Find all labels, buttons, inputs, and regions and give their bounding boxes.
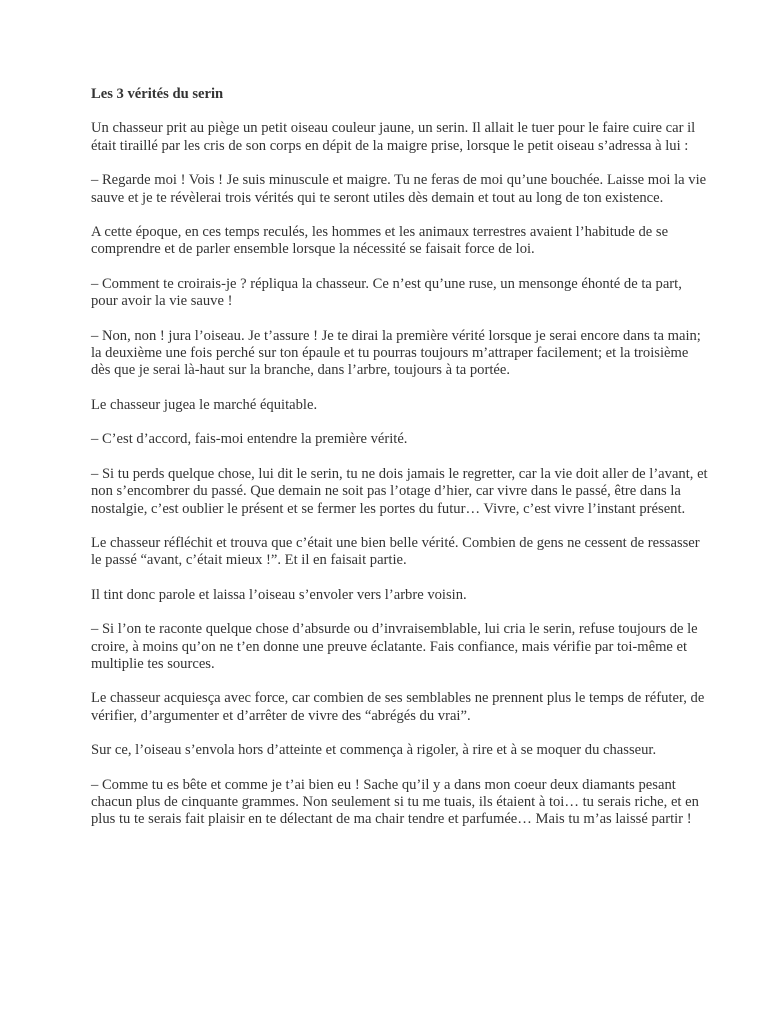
paragraph: – C’est d’accord, fais-moi entendre la première vérité. xyxy=(91,431,408,448)
paragraph: – Non, non ! jura l’oiseau. Je t’assure ! Je te dirai la première vérité lorsque je serai encore dans ta main; la deuxième une fois perché sur ton épaule et tu pourras toujours m’attraper facilement; et la troisième dès que je serai là-haut sur la branche, dans l’arbre, toujours à ta portée. xyxy=(91,327,701,379)
paragraph: Il tint donc parole et laissa l’oiseau s’envoler vers l’arbre voisin. xyxy=(91,586,467,603)
paragraph: – Regarde moi ! Vois ! Je suis minuscule et maigre. Tu ne feras de moi qu’une bouchée. Laisse moi la vie sauve et je te révèlerai trois vérités qui te seront utiles dès demain et tout au long de ton existence. xyxy=(91,172,707,206)
document-page xyxy=(91,86,709,846)
paragraph: – Comme tu es bête et comme je t’ai bien eu ! Sache qu’il y a dans mon coeur deux diamants pesant chacun plus de cinquante grammes. Non seulement si tu me tuais, ils étaient à toi… tu serais riche, et en plus tu te serais fait plaisir en te délectant de ma chair tendre et parfumée… Mais tu m’as laissé partir ! xyxy=(91,776,699,828)
paragraph: Un chasseur prit au piège un petit oiseau couleur jaune, un serin. Il allait le tuer pour le faire cuire car il était tiraillé par les cris de son corps en dépit de la maigre prise, lorsque le petit oiseau s’adressa à lui : xyxy=(91,120,696,154)
paragraph: Le chasseur réfléchit et trouva que c’était une bien belle vérité. Combien de gens ne cessent de ressasser le passé “avant, c’était mieux !”. Et il en faisait partie. xyxy=(91,534,700,569)
paragraph: – Comment te croirais-je ? répliqua la chasseur. Ce n’est qu’une ruse, un mensonge éhonté de ta part, pour avoir la vie sauve ! xyxy=(91,275,682,310)
paragraph: – Si tu perds quelque chose, lui dit le serin, tu ne dois jamais le regretter, car la vie doit aller de l’avant, et non s’encombrer du passé. Que demain ne soit pas l’otage d’hier, car vivre dans le passé, être dans la nostalgie, c’est oublier le présent et se fermer les portes du futur… Vivre, c’est vivre l’instant présent. xyxy=(91,465,708,517)
document-title: Les 3 vérités du serin xyxy=(91,86,224,102)
paragraph: Sur ce, l’oiseau s’envola hors d’atteinte et commença à rigoler, à rire et à se moquer du chasseur. xyxy=(91,742,657,759)
paragraph: Le chasseur jugea le marché équitable. xyxy=(91,396,318,413)
paragraph: A cette époque, en ces temps reculés, les hommes et les animaux terrestres avaient l’habitude de se comprendre et de parler ensemble lorsque la nécessité se faisait force de loi. xyxy=(91,224,669,258)
paragraph: Le chasseur acquiesça avec force, car combien de ses semblables ne prennent plus le temps de réfuter, de vérifier, d’argumenter et d’arrêter de vivre des “abrégés du vrai”. xyxy=(91,690,705,724)
paragraph: – Si l’on te raconte quelque chose d’absurde ou d’invraisemblable, lui cria le serin, refuse toujours de le croire, à moins qu’on ne t’en donne une preuve éclatante. Fais confiance, mais vérifie par toi-même et multiplie tes sources. xyxy=(91,621,698,672)
